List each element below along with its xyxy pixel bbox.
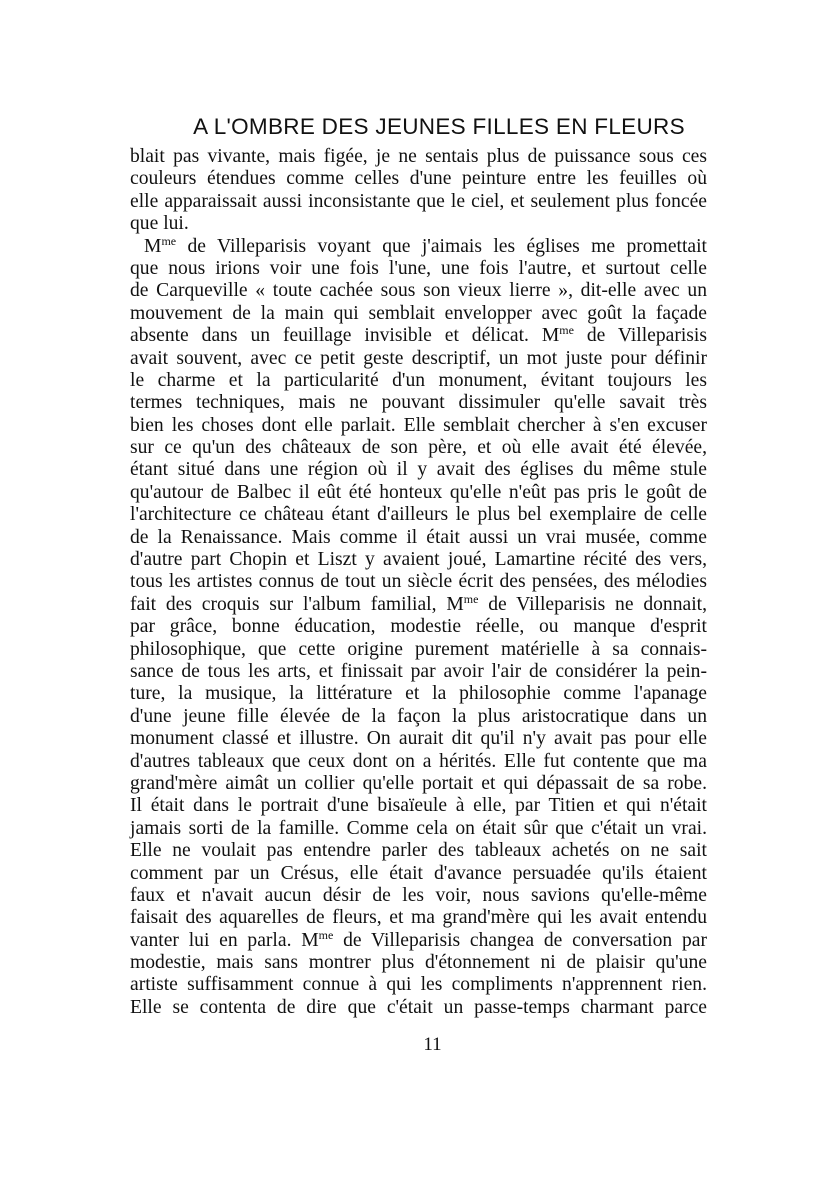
text-line: que lui. xyxy=(130,213,189,235)
text-line: étant situé dans une région où il y avait des églises du même stule xyxy=(130,459,707,481)
text-line: tous les artistes connus de tout un siècle écrit des pensées, des mélodies xyxy=(130,571,707,593)
text-line: sur ce qu'un des châteaux de son père, et où elle avait été élevée, xyxy=(130,437,707,459)
text-line: d'autre part Chopin et Liszt y avaient joué, Lamartine récité des vers, xyxy=(130,549,707,571)
text-line: grand'mère aimât un collier qu'elle portait et qui dépassait de sa robe. xyxy=(130,772,707,794)
text-line: vanter lui en parla. $M^{me}$ de Villeparisis changea de conversation par xyxy=(130,927,707,951)
text-line: faux et n'avait aucun désir de les voir, nous savions qu'elle-même xyxy=(130,884,707,906)
text-line: par grâce, bonne éducation, modestie réelle, ou manque d'esprit xyxy=(130,616,707,638)
text-line: que nous irions voir une fois l'une, une fois l'autre, et surtout celle xyxy=(130,257,707,279)
text-line: qu'autour de Balbec il eût été honteux qu'elle n'eût pas pris le goût de xyxy=(130,481,707,503)
text-line: comment par un Crésus, elle était d'avance persuadée qu'ils étaient xyxy=(130,862,707,884)
text-line: monument classé et illustre. On aurait dit qu'il n'y avait pas pour elle xyxy=(130,728,707,750)
text-line: avait souvent, avec ce petit geste descriptif, un mot juste pour définir xyxy=(130,347,707,369)
text-line: bien les choses dont elle parlait. Elle semblait chercher à s'en excuser xyxy=(130,414,707,436)
page-number: 11 xyxy=(423,1034,442,1055)
text-line: Elle ne voulait pas entendre parler des tableaux achetés on ne sait xyxy=(130,840,707,862)
text-line: le charme et la particularité d'un monument, évitant toujours les xyxy=(130,369,707,391)
text-line: blait pas vivante, mais figée, je ne sentais plus de puissance sous ces xyxy=(130,146,707,167)
text-line: ture, la musique, la littérature et la philosophie comme l'apanage xyxy=(130,683,707,705)
text-line: termes techniques, mais ne pouvant dissimuler qu'elle savait très xyxy=(130,392,707,414)
text-line: couleurs étendues comme celles d'une peinture entre les feuilles où xyxy=(130,168,707,190)
text-line: l'architecture ce château étant d'ailleurs le plus bel exemplaire de celle xyxy=(130,504,707,526)
text-line: Il était dans le portrait d'une bisaïeule à elle, par Titien et qui n'était xyxy=(130,795,707,817)
text-line: $M^{me}$ de Villeparisis voyant que j'aimais les églises me promettait xyxy=(144,233,707,257)
text-line: modestie, mais sans montrer plus d'étonnement ni de plaisir qu'une xyxy=(130,952,707,974)
text-line: fait des croquis sur l'album familial, $M^{me}$ de Villeparisis ne donnait, xyxy=(130,591,707,615)
text-line: mouvement de la main qui semblait envelopper avec goût la façade xyxy=(130,302,707,324)
text-line: d'autres tableaux que ceux dont on a hérités. Elle fut contente que ma xyxy=(130,750,707,772)
text-line: artiste suffisamment connue à qui les compliments n'apprennent rien. xyxy=(130,974,707,996)
text-line: elle apparaissait aussi inconsistante que le ciel, et seulement plus foncée xyxy=(130,190,707,212)
text-line: faisait des aquarelles de fleurs, et ma grand'mère qui les avait entendu xyxy=(130,907,707,929)
text-line: jamais sorti de la famille. Comme cela on était sûr que c'était un vrai. xyxy=(130,817,707,839)
text-line: de la Renaissance. Mais comme il était aussi un vrai musée, comme xyxy=(130,526,707,548)
text-line: sance de tous les arts, et finissait par avoir l'air de considérer la pein- xyxy=(130,660,707,682)
running-title: A L'OMBRE DES JEUNES FILLES EN FLEURS xyxy=(193,114,685,139)
text-line: de Carqueville « toute cachée sous son vieux lierre », dit-elle avec un xyxy=(130,280,707,302)
body-text xyxy=(130,146,707,1019)
text-line: absente dans un feuillage invisible et délicat. $M^{me}$ de Villeparisis xyxy=(130,323,708,347)
text-line: d'une jeune fille élevée de la façon la plus aristocratique dans un xyxy=(130,705,707,727)
text-line: Elle se contenta de dire que c'était un passe-temps charmant parce xyxy=(130,996,707,1018)
text-line: philosophique, que cette origine purement matérielle à sa connais- xyxy=(130,638,707,660)
